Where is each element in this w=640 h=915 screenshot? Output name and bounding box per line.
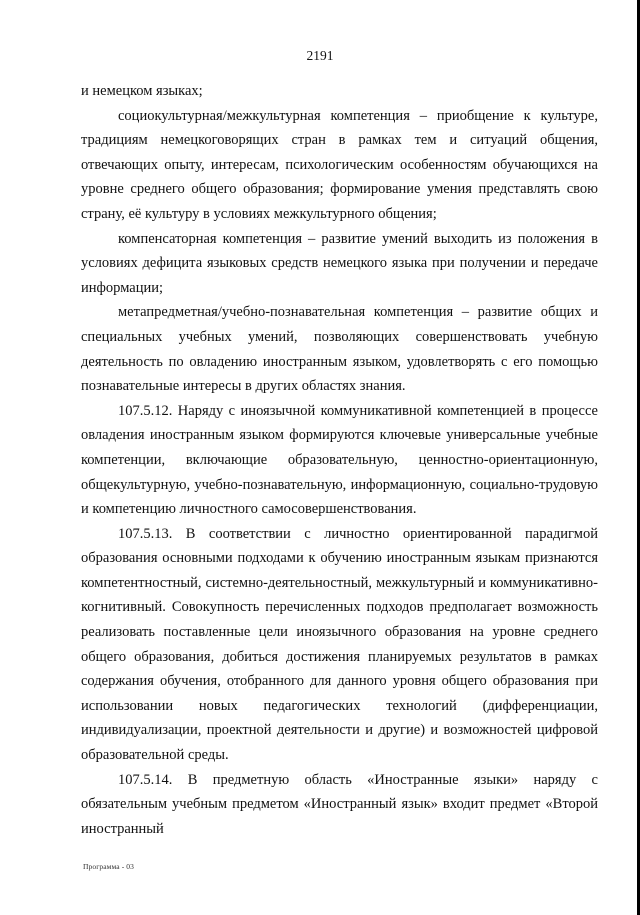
paragraph-107-5-13: 107.5.13. В соответствии с личностно ориентированной парадигмой образования основными подходами к обучению иностранным языкам признаются компетентностный, системно-деятельностный, межкультурный и коммуникативно-когнитивный. Совокупность перечисленных подходов предполагает возможность реализовать поставленные цели иноязычного образования на уровне среднего общего образования, добиться достижения планируемых результатов в рамках содержания обучения, отобранного для данного уровня общего образования при использовании новых педагогических технологий (дифференциации, индивидуализации, проектной деятельности и другие) и возможностей цифровой образовательной среды. — [81, 525, 598, 764]
paragraph-107-5-12: 107.5.12. Наряду с иноязычной коммуникативной компетенцией в процессе овладения иностранным языком формируются ключевые универсальные учебные компетенции, включающие образовательную, ценностно-ориентационную, общекультурную, учебно-познавательную, информационную, социально-трудовую и компетенцию личностного самосовершенствования. — [81, 402, 598, 518]
paragraph-sociocultural-competence: социокультурная/межкультурная компетенция – приобщение к культуре, традициям немецкоговорящих стран в рамках тем и ситуаций общения, отвечающих опыту, интересам, психологическим особенностям обучающихся на уровне среднего общего образования; формирование умения представлять свою страну, её культуру в условиях межкультурного общения; — [81, 107, 598, 222]
body-text — [81, 79, 598, 841]
paragraph-metasubject-competence: метапредметная/учебно-познавательная компетенция – развитие общих и специальных учебных умений, позволяющих совершенствовать учебную деятельность по овладению иностранным языком, удовлетворять с его помощью познавательные интересы в других областях знания. — [81, 304, 598, 395]
paragraph-compensatory-competence: компенсаторная компетенция – развитие умений выходить из положения в условиях дефицита языковых средств немецкого языка при получении и передаче информации; — [81, 230, 598, 296]
paragraph-107-5-14: 107.5.14. В предметную область «Иностранные языки» наряду с обязательным учебным предметом «Иностранный язык» входит предмет «Второй иностранный — [81, 771, 598, 837]
footer-note: Программа - 03 — [83, 862, 134, 871]
paragraph-continuation: и немецком языках; — [81, 83, 203, 99]
page-number: 2191 — [306, 48, 334, 63]
